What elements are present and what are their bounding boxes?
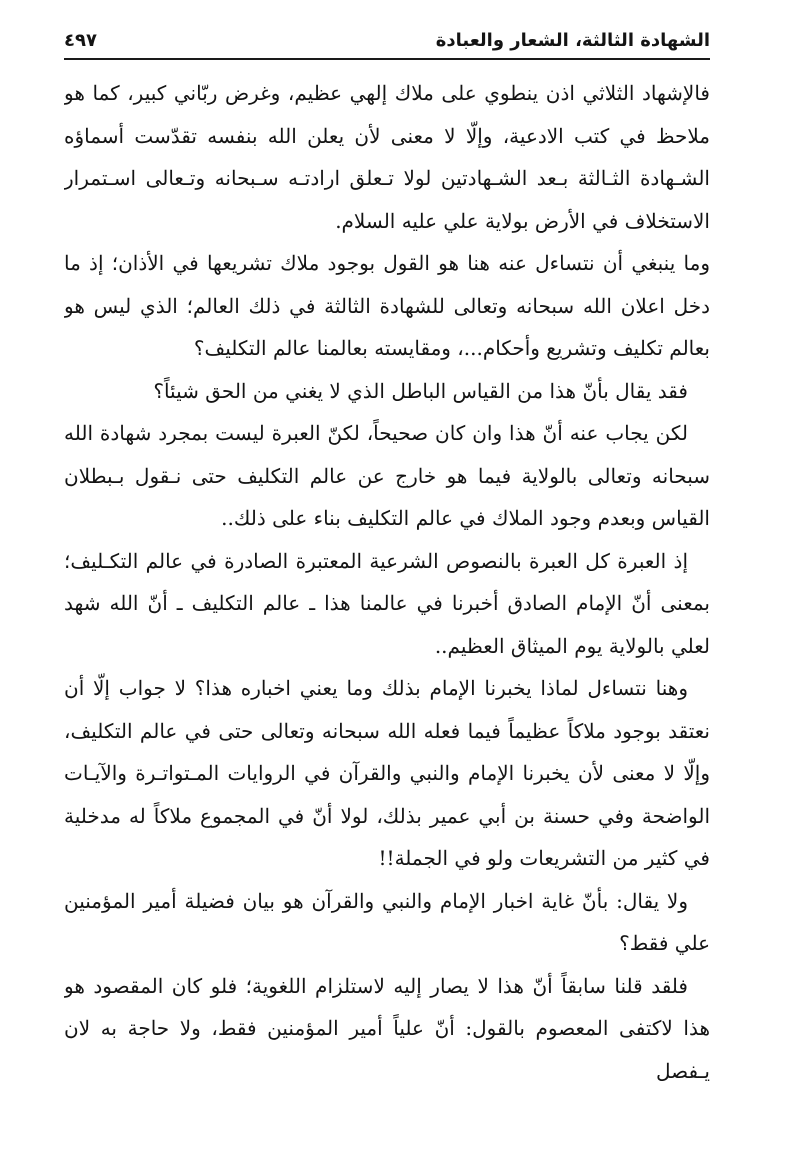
paragraph: وما ينبغي أن نتساءل عنه هنا هو القول بوجود ملاك تشريعها في الأذان؛ إذ ما دخل اعلان الله سبحانه وتعالى للشهادة الثالثة في ذلك العالم؛ الذي ليس هو بعالم تكليف وتشريع وأحكام...، ومقايسته بعالمنا عالم التكليف؟: [64, 251, 710, 360]
paragraph: إذ العبرة كل العبرة بالنصوص الشرعية المعتبرة الصادرة في عالم التكـليف؛ بمعنى أنّ الإمام الصادق أخبرنا في عالمنا هذا ـ عالم التكليف ـ أنّ الله شهد لعلي بالولاية يوم الميثاق العظيم..: [64, 548, 710, 658]
paragraph: فلقد قلنا سابقاً أنّ هذا لا يصار إليه لاستلزام اللغوية؛ فلو كان المقصود هو هذا لاكتفى المعصوم بالقول: أنّ علياً أمير المؤمنين فقط، ولا حاجة به لان يـفصل: [64, 973, 710, 1083]
running-header: [64, 18, 710, 60]
header-title: الشهادة الثالثة، الشعار والعبادة: [435, 30, 710, 51]
body-text: [64, 72, 710, 1123]
paragraph: فقد يقال بأنّ هذا من القياس الباطل الذي لا يغني من الحق شيئاً؟: [153, 378, 688, 403]
paragraph: لكن يجاب عنه أنّ هذا وان كان صحيحاً، لكنّ العبرة ليست بمجرد شهادة الله سبحانه وتعالى بالولاية فيما هو خارج عن عالم التكليف حتى نـقول بـبطلان القياس وبعدم وجود الملاك في عالم التكليف بناء على ذلك..: [64, 421, 710, 530]
paragraph: فالإشهاد الثلاثي اذن ينطوي على ملاك إلهي عظيم، وغرض ربّاني كبير، كما هو ملاحظ في كتب الادعية، وإلّا لا معنى لأن يعلن الله بنفسه تقدّست أسماؤه الشـهادة الثـالثة بـعد الشـهادتين لولا تـعلق ارادتـه سـبحانه وتـعالى اسـتمرار الاستخلاف في الأرض بولاية علي عليه السلام.: [64, 81, 710, 233]
paragraph: ولا يقال: بأنّ غاية اخبار الإمام والنبي والقرآن هو بيان فضيلة أمير المؤمنين علي فقط؟: [64, 888, 710, 955]
page-number: ٤٩٧: [64, 30, 97, 51]
paragraph: وهنا نتساءل لماذا يخبرنا الإمام بذلك وما يعني اخباره هذا؟ لا جواب إلّا أن نعتقد بوجود ملاكاً عظيماً فيما فعله الله سبحانه وتعالى حتى في عالم التكليف، وإلّا لا معنى لأن يخبرنا الإمام والنبي والقرآن في الروايات المـتواتـرة والآيـات الواضحة وفي حسنة بن أبي عمير بذلك، لولا أنّ في المجموع ملاكاً له مدخلية في كثير من التشريعات ولو في الجملة!!: [64, 676, 710, 870]
